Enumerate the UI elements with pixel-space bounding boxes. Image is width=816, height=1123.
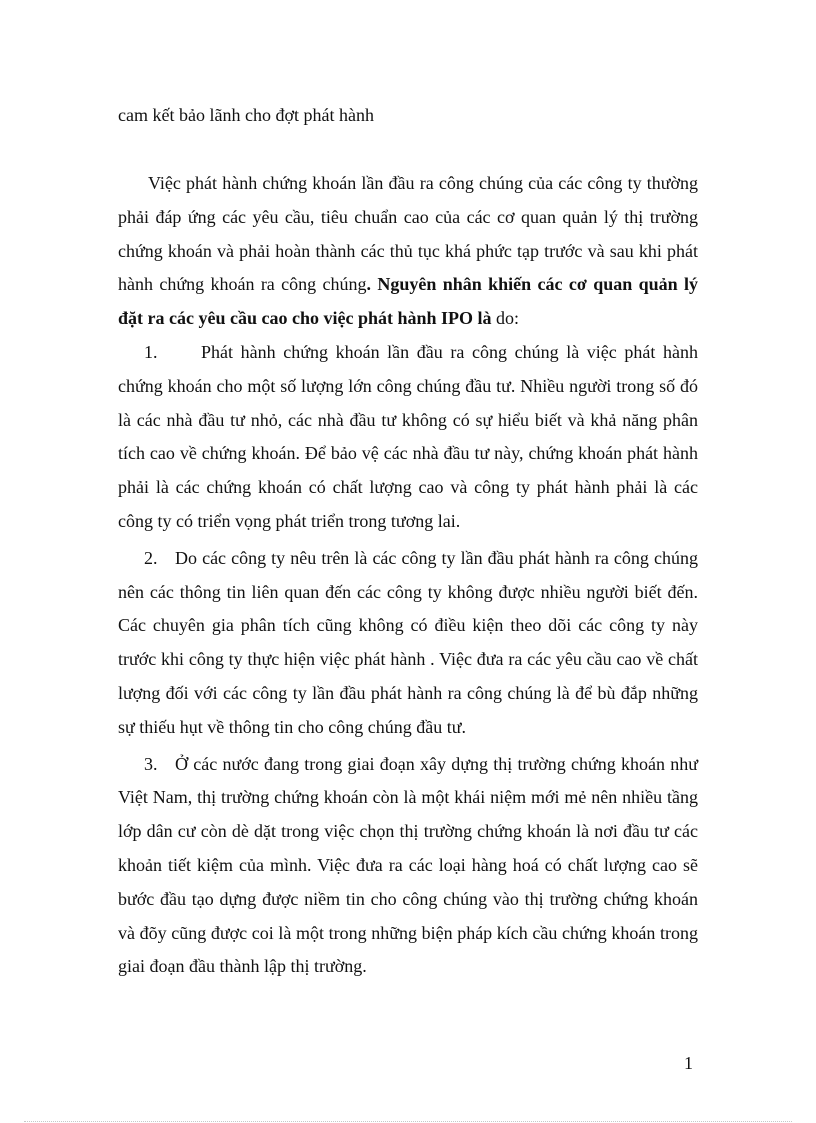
continuation-line: cam kết bảo lãnh cho đợt phát hành — [118, 105, 374, 125]
intro-text: Việc phát hành chứng khoán lần đầu ra công chúng của các công ty thường phải đáp ứng các yêu cầu, tiêu chuẩn cao của các cơ quan quản lý thị trường chứng khoán và phải hoàn thành các thủ tục khá phức tạp trước và sau khi phát hành chứng khoán ra công chúng — [118, 173, 698, 295]
list-item-text: Do các công ty nêu trên là các công ty lần đầu phát hành ra công chúng nên các thông tin liên quan đến các công ty không được nhiều người biết đến. Các chuyên gia phân tích cũng không có điều kiện theo dõi các công ty này trước khi công ty thực hiện việc phát hành . Việc đưa ra các yêu cầu cao về chất lượng đối với các công ty lần đầu phát hành ra công chúng là để bù đắp những sự thiếu hụt về thông tin cho công chúng đầu tư. — [118, 547, 698, 737]
list-item-text: Ở các nước đang trong giai đoạn xây dựng thị trường chứng khoán như Việt Nam, thị trường chứng khoán còn là một khái niệm mới mẻ nên nhiều tầng lớp dân cư còn dè dặt trong việc chọn thị trường chứng khoán là nơi đầu tư các khoản tiết kiệm của mình. Việc đưa ra các loại hàng hoá có chất lượng cao sẽ bước đầu tạo dựng được niềm tin cho công chúng vào thị trường chứng khoán và đõy cũng được coi là một trong những biện pháp kích cầu chứng khoán trong giai đoạn đầu thành lập thị trường. — [118, 753, 698, 977]
page-number: 1 — [684, 1053, 693, 1073]
list-item — [118, 542, 698, 745]
page-bottom-divider — [24, 1121, 792, 1122]
list-item-number: 2. — [144, 547, 158, 568]
list-item — [118, 748, 698, 985]
intro-paragraph — [118, 167, 698, 336]
list-item-text: Phát hành chứng khoán lần đầu ra công chúng là việc phát hành chứng khoán cho một số lượng lớn công chúng đầu tư. Nhiều người trong số đó là các nhà đầu tư nhỏ, các nhà đầu tư không có sự hiểu biết và khả năng phân tích cao về chứng khoán. Để bảo vệ các nhà đầu tư này, chứng khoán phát hành phải là các chứng khoán có chất lượng cao và công ty phát hành phải là các công ty có triển vọng phát triển trong tương lai. — [118, 342, 698, 531]
list-item-number: 3. — [144, 753, 158, 774]
intro-bold-text: . Nguyên nhân khiến các cơ quan quản lý đặt ra các yêu cầu cao cho việc phát hành IPO là — [118, 274, 698, 329]
list-item — [118, 336, 698, 539]
intro-tail-text: do: — [491, 308, 520, 329]
reasons-list — [118, 336, 698, 987]
list-item-number: 1. — [144, 342, 158, 362]
